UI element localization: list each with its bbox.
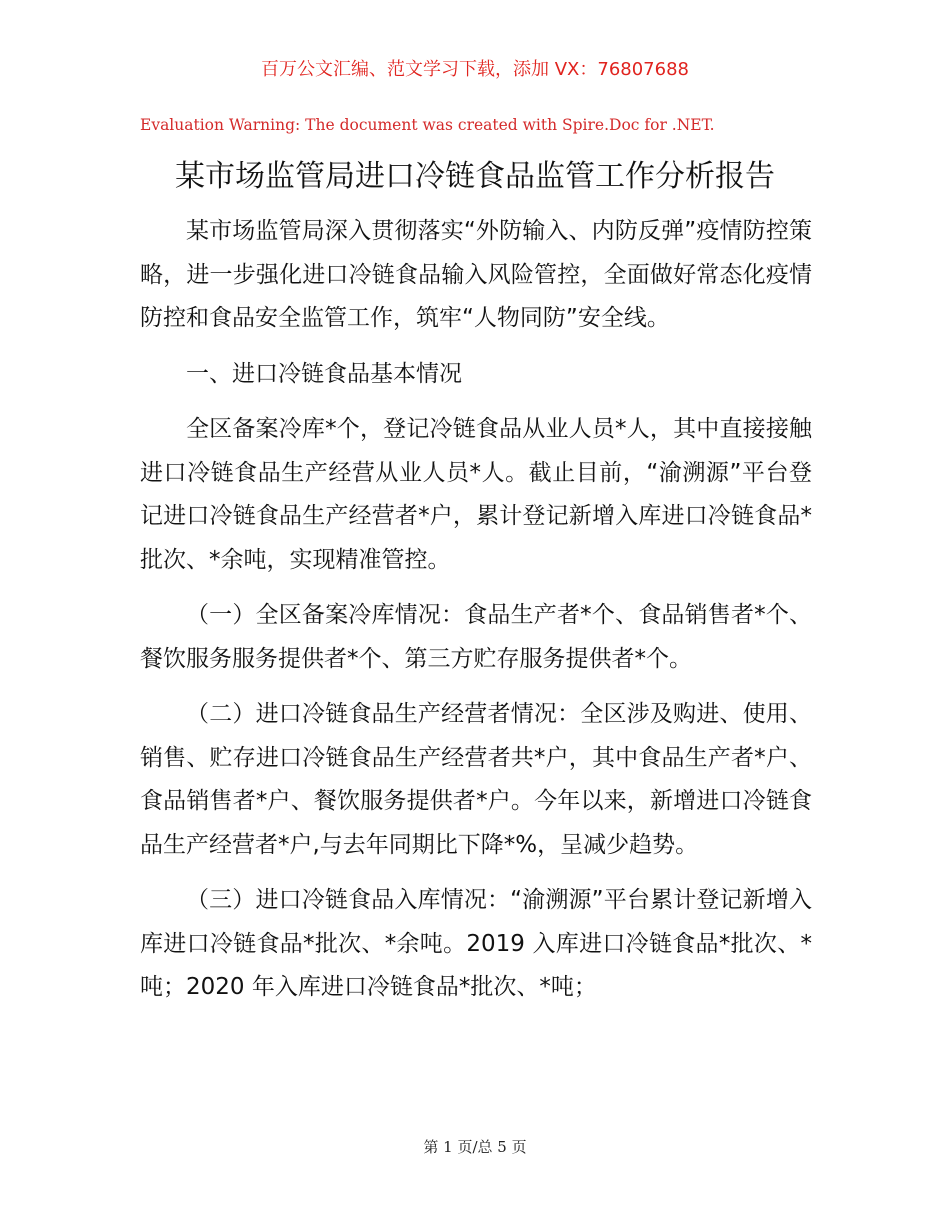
paragraph-cold-storage: （一）全区备案冷库情况：食品生产者*个、食品销售者*个、餐饮服务服务提供者*个、第三方贮存服务提供者*个。 [140,602,812,672]
document-body [140,210,812,1022]
paragraph-warehousing: （三）进口冷链食品入库情况：“渝溯源”平台累计登记新增入库进口冷链食品*批次、*余吨。2019 入库进口冷链食品*批次、*吨；2020 年入库进口冷链食品*批次、*吨； [140,887,812,1000]
paragraph-overview: 全区备案冷库*个，登记冷链食品从业人员*人，其中直接接触进口冷链食品生产经营从业人员*人。截止目前，“渝溯源”平台登记进口冷链食品生产经营者*户，累计登记新增入库进口冷链食品*批次、*余吨，实现精准管控。 [140,416,812,573]
paragraph-operators: （二）进口冷链食品生产经营者情况：全区涉及购进、使用、销售、贮存进口冷链食品生产经营者共*户，其中食品生产者*户、食品销售者*户、餐饮服务提供者*户。今年以来，新增进口冷链食品生产经营者*户,与去年同期比下降*%，呈减少趋势。 [140,701,812,858]
header-banner: 百万公文汇编、范文学习下载，添加 VX：76807688 [261,59,689,80]
page-indicator: 第 1 页/总 5 页 [423,1138,527,1156]
document-title: 某市场监管局进口冷链食品监管工作分析报告 [175,159,775,194]
paragraph-intro: 某市场监管局深入贯彻落实“外防输入、内防反弹”疫情防控策略，进一步强化进口冷链食品输入风险管控，全面做好常态化疫情防控和食品安全监管工作，筑牢“人物同防”安全线。 [140,218,812,331]
section-heading-basic-situation: 一、进口冷链食品基本情况 [186,360,462,387]
evaluation-warning: Evaluation Warning: The document was created with Spire.Doc for .NET. [140,116,715,134]
